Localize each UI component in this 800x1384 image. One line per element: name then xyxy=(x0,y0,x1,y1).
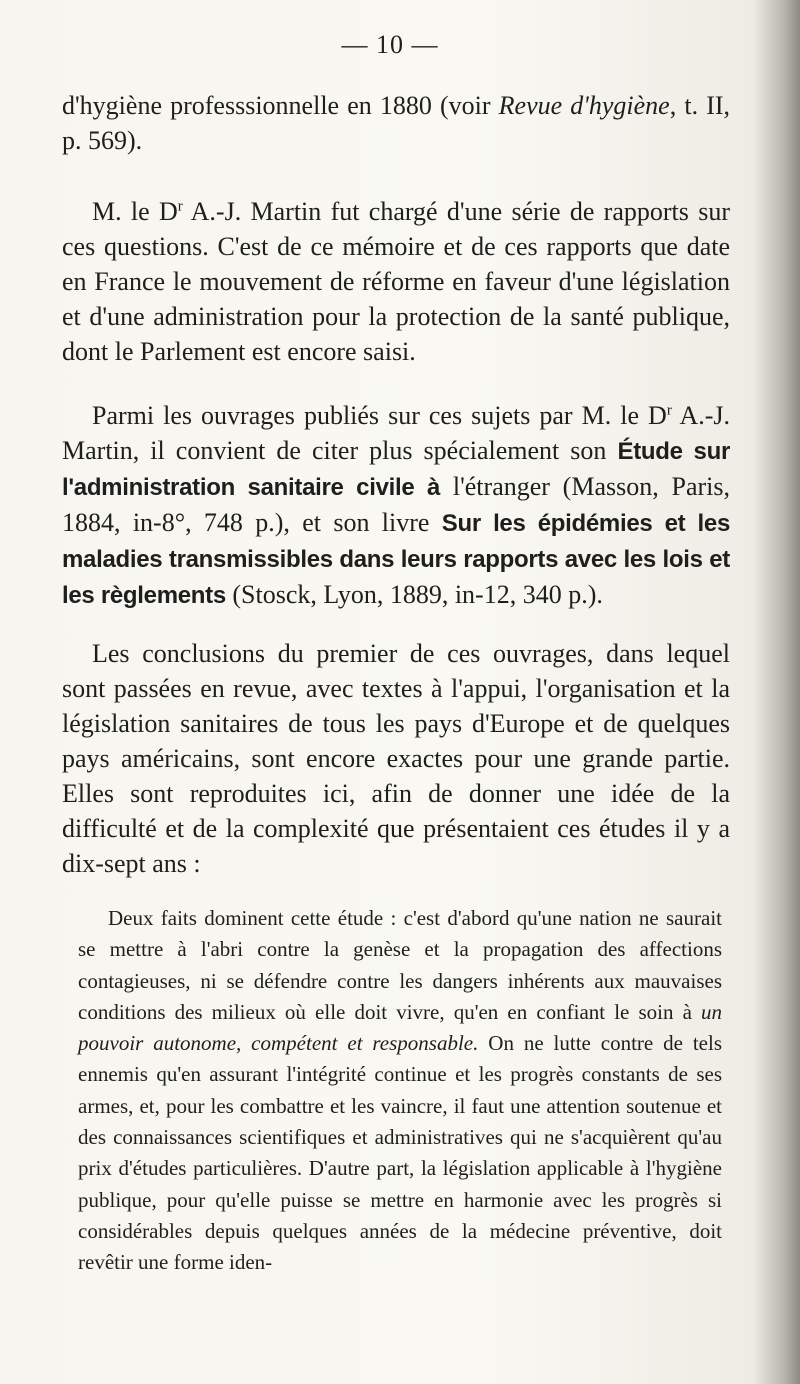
paragraph-text: A.-J. Martin fut chargé d'une série de rapports sur ces questions. C'est de ce mémoire et de ces rapports que date en France le mouvement de réforme en faveur d'une législation et d'une administration pour la protection de la santé publique, dont le Parlement est encore saisi. xyxy=(62,197,730,366)
paragraph-text: Parmi les ouvrages publiés sur ces sujets par M. le D xyxy=(92,401,667,430)
page-number: — 10 — xyxy=(341,30,439,59)
book-title-epidemies: Sur les épidémies et les maladies transmissibles dans leurs rapports avec les lois et les règlements xyxy=(62,510,731,609)
quote-text: On ne lutte contre de tels ennemis qu'en assurant l'intégrité continue et les progrès constants de ses armes, et, pour les combattre et les vaincre, il faut une attention soutenue et des connaissances scientifiques et administratives qui ne s'acquièrent qu'au prix d'études particulières. D'autre part, la législation applicable à l'hygiène publique, pour qu'elle puisse se mettre en harmonie avec les progrès si considérables depuis quelques années de la médecine préventive, doit revêtir une forme iden- xyxy=(78,1031,722,1275)
quote-text: Deux faits dominent cette étude : c'est d'abord qu'une nation ne saurait se mettre à l'abri contre la genèse et la propagation des affections contagieuses, ni se défendre contre les dangers inhérents aux mauvaises conditions des milieux où elle doit vivre, qu'en en confiant le soin à xyxy=(78,906,722,1024)
publication-details: l'étranger (Masson, Paris, 1884, in-8°, 748 p.), et son livre xyxy=(62,472,730,537)
paragraph-text: d'hygiène professsionnelle en 1880 (voir xyxy=(62,91,499,120)
paragraph-continuation xyxy=(62,88,730,158)
paragraph-text: A.-J. Martin, il convient de citer plus spécialement son xyxy=(62,401,730,465)
paragraph-lead: M. le D xyxy=(92,197,178,226)
book-title-etude: Étude sur l'administration sanitaire civile à xyxy=(62,438,731,501)
publication-details: (Stosck, Lyon, 1889, in-12, 340 p.). xyxy=(225,580,603,609)
citation-reference: , t. II, p. 569). xyxy=(62,91,731,155)
paragraph-conclusions xyxy=(62,636,730,881)
paragraph-martin-reports xyxy=(62,194,730,369)
superscript: r xyxy=(666,402,672,419)
paragraph-publications xyxy=(62,398,730,613)
quote-emphasis: un pouvoir autonome, compétent et responsable. xyxy=(78,999,722,1056)
block-quote xyxy=(78,903,722,1279)
superscript: r xyxy=(177,198,183,215)
journal-title: Revue d'hygiène xyxy=(498,91,670,120)
paragraph-text: Les conclusions du premier de ces ouvrages, dans lequel sont passées en revue, avec textes à l'appui, l'organisation et la législation sanitaires de tous les pays d'Europe et de quelques pays américains, sont encore exactes pour une grande partie. Elles sont reproduites ici, afin de donner une idée de la difficulté et de la complexité que présentaient ces études il y a dix-sept ans : xyxy=(62,639,730,878)
